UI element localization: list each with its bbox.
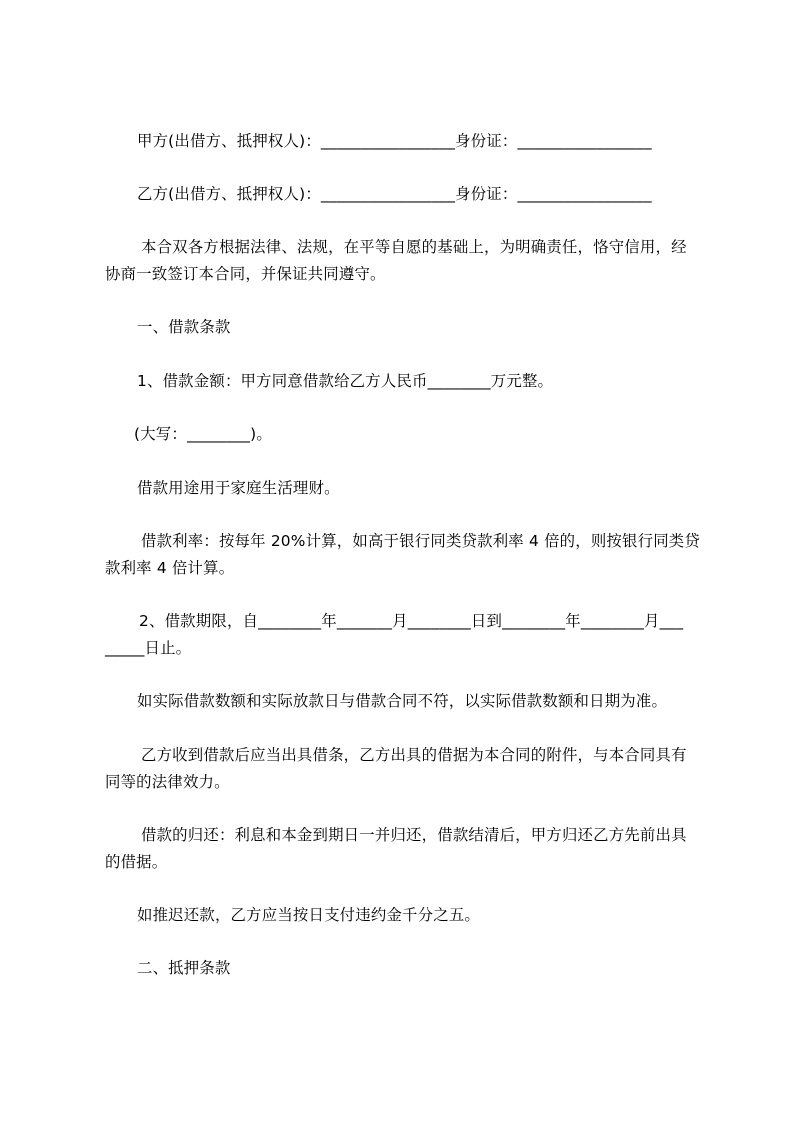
loan-purpose-line: 借款用途用于家庭生活理财。 xyxy=(137,479,340,497)
intro-line-1: 本合双各方根据法律、法规，在平等自愿的基础上，为明确责任，恪守信用，经 xyxy=(141,238,687,256)
repayment-line-2: 的借据。 xyxy=(105,853,168,871)
receipt-line-2: 同等的法律效力。 xyxy=(105,773,230,791)
actual-amount-line: 如实际借款数额和实际放款日与借款合同不符，以实际借款数额和日期为准。 xyxy=(137,692,668,710)
loan-term-line-2: _____日止。 xyxy=(105,639,192,657)
receipt-line-1: 乙方收到借款后应当出具借条，乙方出具的借据为本合同的附件，与本合同具有 xyxy=(141,746,687,764)
penalty-line: 如推迟还款，乙方应当按日支付违约金千分之五。 xyxy=(137,906,480,924)
section-2-title: 二、抵押条款 xyxy=(137,959,231,977)
loan-term-line-1: 2、借款期限，自________年_______月________日到________年________月___ xyxy=(139,612,684,630)
party-a-line: 甲方(出借方、抵押权人)：_________________身份证：_________________ xyxy=(137,132,652,150)
repayment-line-1: 借款的归还：利息和本金到期日一并归还，借款结清后，甲方归还乙方先前出具 xyxy=(141,826,687,844)
section-1-title: 一、借款条款 xyxy=(137,318,231,336)
party-b-line: 乙方(出借方、抵押权人)：_________________身份证：_________________ xyxy=(137,185,652,203)
loan-amount-line: 1、借款金额：甲方同意借款给乙方人民币________万元整。 xyxy=(137,372,554,390)
amount-capital-line: (大写：________)。 xyxy=(134,425,272,443)
interest-rate-line-2: 款利率 4 倍计算。 xyxy=(105,559,235,577)
intro-line-2: 协商一致签订本合同，并保证共同遵守。 xyxy=(105,265,386,283)
interest-rate-line-1: 借款利率：按每年 20%计算，如高于银行同类贷款利率 4 倍的，则按银行同类贷 xyxy=(141,532,700,550)
